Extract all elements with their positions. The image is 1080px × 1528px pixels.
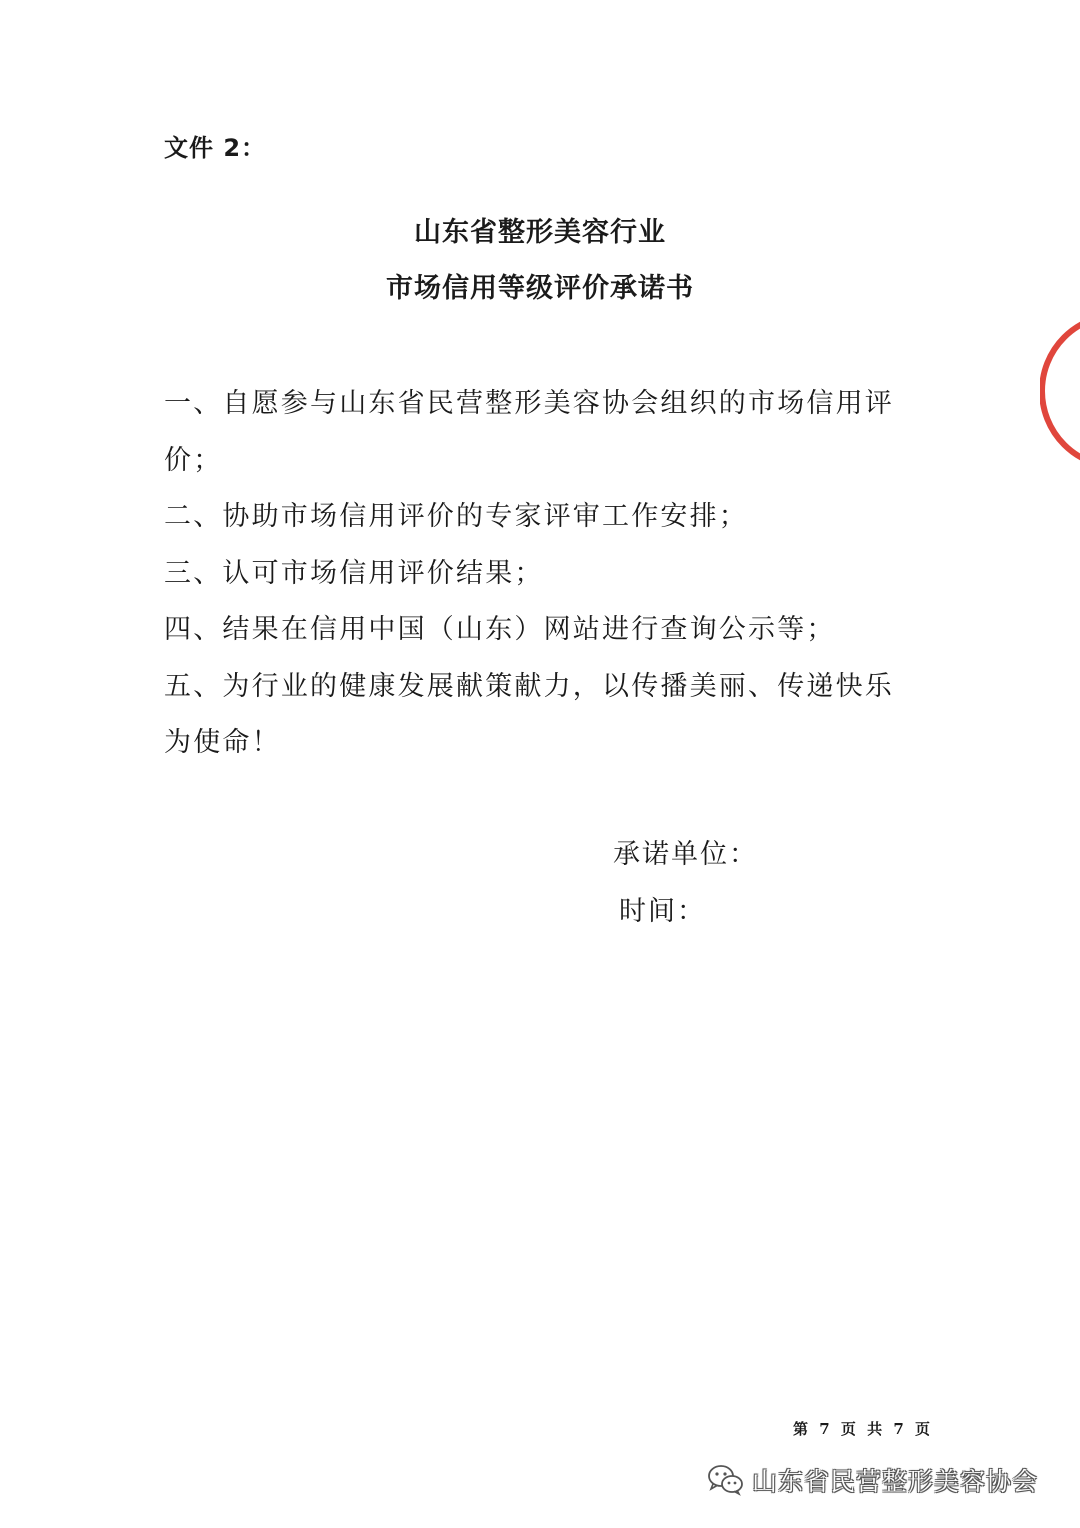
commitment-item-2: 二、协助市场信用评价的专家评审工作安排； bbox=[164, 501, 748, 532]
commitment-item-5: 五、为行业的健康发展献策献力，以传播美丽、传递快乐为使命！ bbox=[164, 670, 894, 758]
commitment-item-4: 四、结果在信用中国（山东）网站进行查询公示等； bbox=[164, 614, 836, 645]
watermark-text: 山东省民营整形美容协会 bbox=[752, 1467, 1039, 1496]
account-watermark bbox=[706, 1460, 1038, 1500]
file-label: 文件 2： bbox=[164, 134, 267, 162]
signature-time-label: 时间： bbox=[619, 896, 706, 927]
document-title-line-2: 市场信用等级评价承诺书 bbox=[386, 273, 694, 304]
document-title-line-1: 山东省整形美容行业 bbox=[414, 217, 666, 248]
commitment-list bbox=[164, 376, 920, 772]
wechat-icon bbox=[706, 1463, 744, 1497]
page-number: 第 7 页 共 7 页 bbox=[793, 1420, 933, 1438]
signature-unit-label: 承诺单位： bbox=[613, 839, 758, 870]
commitment-item-3: 三、认可市场信用评价结果； bbox=[164, 557, 544, 589]
seal-stamp bbox=[1040, 308, 1080, 473]
commitment-item-1: 一、自愿参与山东省民营整形美容协会组织的市场信用评价； bbox=[164, 388, 894, 476]
